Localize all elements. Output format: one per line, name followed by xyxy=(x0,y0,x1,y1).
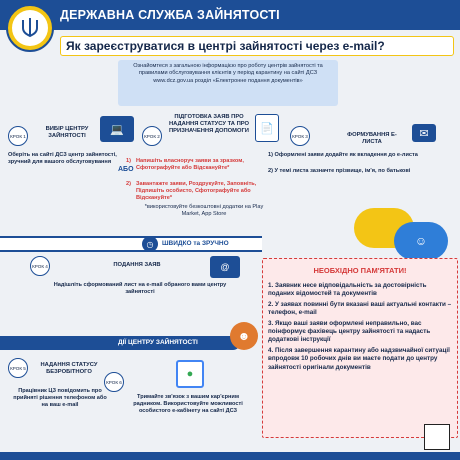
band-center-label: ДІЇ ЦЕНТРУ ЗАЙНЯТОСТІ xyxy=(118,339,198,346)
reminder-point-2: 2. У заявах повинні бути вказані ваші актуальні контакти – телефон, e-mail xyxy=(268,300,452,317)
step-2-num-2: 2) xyxy=(126,181,131,187)
document-icon: 📄 xyxy=(255,114,279,142)
step-2-item-1: Напишіть власноруч заяви за зразком, Сфотографуйте або Відскануйте* xyxy=(136,158,244,172)
step-3-label: ФОРМУВАННЯ Е-ЛИСТА xyxy=(347,132,397,145)
location-pin-icon: ● xyxy=(176,360,204,388)
step-5-label: НАДАННЯ СТАТУСУ БЕЗРОБІТНОГО xyxy=(40,362,98,375)
reminder-title: НЕОБХІДНО ПАМ'ЯТАТИ! xyxy=(313,266,407,275)
send-email-icon: @ xyxy=(210,256,240,278)
info-box: Ознайомтеся з загальною інформацією про роботу центрів зайнятості та правилами обслуговування клієнтів у період карантину на сайті ДСЗ www.dcz.gov.ua розділ «Електронне подання документів» xyxy=(118,60,338,106)
step-2-badge: КРОК 2 xyxy=(142,126,162,146)
computer-icon: 💻 xyxy=(100,116,134,142)
logo-emblem xyxy=(12,10,48,46)
clock-icon: ◷ xyxy=(142,236,158,252)
advisor-avatar: ☻ xyxy=(230,322,258,350)
step-5-text: Працівник ЦЗ повідомить про прийняті рішення телефоном або на ваш e-mail xyxy=(13,388,107,409)
step-6-text: Тримайте зв'язок з вашим кар'єрним радником. Використовуйте можливості особистого е-кабінету на сайті ДСЗ xyxy=(133,394,243,415)
band-fast-label: ШВИДКО та ЗРУЧНО xyxy=(162,240,229,247)
step-6-badge: КРОК 6 xyxy=(104,372,124,392)
step-2-num-1: 1) xyxy=(126,158,131,164)
step-2-note: *використовуйте безкоштовні додатки на Play Market, App Store xyxy=(144,204,264,218)
reminder-point-4: 4. Після завершення карантину або надзвичайної ситуації впродовж 10 робочих днів ви маєте подати до центру зайнятості оригінали документів xyxy=(268,346,450,371)
step-4-text: Надішліть сформований лист на e-mail обраного вами центру зайнятості xyxy=(53,282,227,296)
page-title: Як зареєструватися в центрі зайнятості через e-mail? xyxy=(66,39,385,53)
email-envelope-icon: ✉ xyxy=(412,124,436,142)
org-name: ДЕРЖАВНА СЛУЖБА ЗАЙНЯТОСТІ xyxy=(60,8,280,22)
logo xyxy=(6,4,54,52)
step-2-item-2: Завантажте заяви, Роздрукуйте, Заповніть, Підпишіть особисто, Сфотографуйте або Відскануйте* xyxy=(136,181,257,202)
step-3-item-2: 2) У темі листа зазначте прізвище, ім'я, по батькові xyxy=(268,168,411,174)
step-1-text: Оберіть на сайті ДСЗ центр зайнятості, зручний для вашого обслуговування xyxy=(8,152,117,166)
reminder-body xyxy=(268,282,454,372)
step-4-label: ПОДАННЯ ЗАЯВ xyxy=(113,262,161,268)
blue-bubble-icon: ☺ xyxy=(394,222,448,260)
or-label: АБО xyxy=(118,166,134,173)
step-1-badge: КРОК 1 xyxy=(8,126,28,146)
qr-code[interactable] xyxy=(424,424,450,450)
step-3-item-1: 1) Оформлені заяви додайте як вкладення до e-листа xyxy=(268,152,418,158)
step-2-label: ПІДГОТОВКА ЗАЯВ ПРО НАДАННЯ СТАТУСУ ТА ПРО ПРИЗНАЧЕННЯ ДОПОМОГИ xyxy=(168,114,250,134)
step-4-badge: КРОК 4 xyxy=(30,256,50,276)
tryzub-icon xyxy=(20,17,40,39)
reminder-point-3: 3. Якщо ваші заяви оформлені неправильно, вас поінформує фахівець центру зайнятості та надасть додаткові інструкції xyxy=(268,319,431,344)
reminder-point-1: 1. Заявник несе відповідальність за достовірність поданих відомостей та документів xyxy=(268,282,427,298)
step-3-badge: КРОК 3 xyxy=(290,126,310,146)
step-1-label: ВИБІР ЦЕНТРУ ЗАЙНЯТОСТІ xyxy=(45,126,89,139)
step-5-badge: КРОК 5 xyxy=(8,358,28,378)
footer-bar xyxy=(0,452,460,460)
